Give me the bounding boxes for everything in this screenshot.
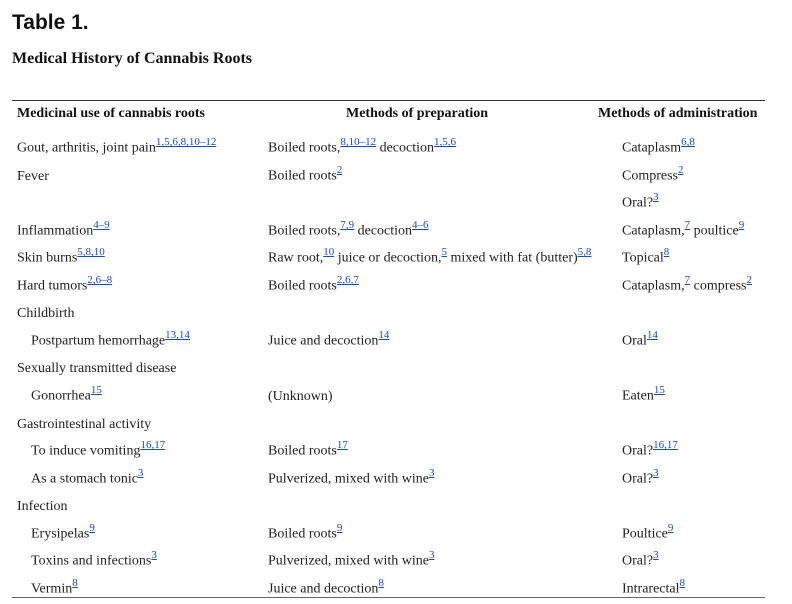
reference-link[interactable]: 1,5,6 — [434, 136, 457, 149]
use-cell — [12, 543, 262, 570]
cell-text: Intrarectal — [622, 582, 680, 597]
preparation-cell — [262, 267, 617, 295]
use-cell — [12, 570, 262, 598]
reference-link[interactable]: 2 — [678, 164, 684, 177]
cell-text: Topical — [622, 251, 664, 266]
preparation-cell — [262, 460, 617, 488]
cell-text: poultice — [690, 224, 739, 239]
table-row — [12, 350, 765, 377]
reference-link[interactable]: 8 — [679, 577, 686, 590]
reference-link[interactable]: 5,8,10 — [77, 246, 105, 259]
reference-link[interactable]: 3 — [151, 549, 157, 562]
preparation-cell — [262, 350, 617, 377]
use-cell — [12, 240, 262, 267]
reference-link[interactable]: 9 — [336, 522, 343, 535]
reference-link[interactable]: 3 — [653, 467, 659, 480]
cell-text: Oral? — [622, 554, 654, 569]
use-cell — [12, 488, 262, 515]
cell-text: Erysipelas — [31, 527, 90, 542]
use-cell — [12, 267, 262, 295]
use-cell — [12, 322, 262, 350]
cell-text: Boiled roots — [268, 279, 337, 294]
table-body — [12, 129, 765, 598]
use-cell — [12, 405, 262, 433]
reference-link[interactable]: 9 — [89, 522, 95, 535]
use-cell — [12, 350, 262, 377]
reference-link[interactable]: 16,17 — [653, 439, 678, 452]
cell-text: Poultice — [622, 527, 668, 542]
reference-link[interactable]: 4–9 — [93, 219, 110, 232]
cell-text: Boiled roots — [268, 169, 337, 184]
administration-cell — [617, 157, 765, 185]
preparation-cell — [262, 570, 617, 598]
cell-text: As a stomach tonic — [31, 472, 138, 487]
cell-text: Oral — [622, 334, 647, 349]
table-row — [12, 267, 765, 295]
table-row — [12, 405, 765, 433]
reference-link[interactable]: 2,6–8 — [87, 274, 113, 287]
preparation-cell — [262, 129, 617, 157]
header-administration: Methods of administration — [598, 106, 758, 121]
use-cell — [12, 377, 262, 405]
header-medicinal-use: Medicinal use of cannabis roots — [17, 106, 205, 121]
reference-link[interactable]: 14 — [378, 329, 390, 342]
cell-text: Fever — [17, 169, 49, 184]
cell-text: Raw root, — [268, 251, 324, 266]
cell-text: (Unknown) — [268, 389, 333, 404]
reference-link[interactable]: 8 — [72, 577, 78, 590]
reference-link[interactable]: 7 — [684, 274, 691, 287]
table-row — [12, 570, 765, 598]
reference-link[interactable]: 3 — [137, 467, 144, 480]
cell-text: Inflammation — [17, 224, 94, 239]
administration-cell — [617, 543, 765, 570]
table-caption: Medical History of Cannabis Roots — [12, 50, 252, 67]
cell-text: Cataplasm, — [622, 224, 685, 239]
use-cell — [12, 460, 262, 488]
preparation-cell — [262, 212, 617, 240]
administration-cell — [617, 460, 765, 488]
administration-cell — [617, 350, 765, 377]
use-cell — [12, 129, 262, 157]
reference-link[interactable]: 3 — [428, 467, 435, 480]
use-cell — [12, 515, 262, 543]
preparation-cell — [262, 157, 617, 185]
cell-text: Postpartum hemorrhage — [31, 334, 166, 349]
table-row — [12, 129, 765, 157]
table-row — [12, 212, 765, 240]
cell-text: decoction — [376, 141, 435, 156]
table-row — [12, 322, 765, 350]
table-row — [12, 240, 765, 267]
cell-text: Eaten — [622, 389, 654, 404]
cell-text: Cataplasm, — [622, 279, 685, 294]
cell-text: juice or decoction, — [334, 251, 442, 266]
table-row — [12, 515, 765, 543]
cell-text: Oral? — [622, 444, 654, 459]
reference-link[interactable]: 1,5,6,8,10–12 — [155, 136, 217, 149]
use-cell — [12, 433, 262, 460]
reference-link[interactable]: 8 — [378, 577, 384, 590]
reference-link[interactable]: 8,10–12 — [340, 136, 377, 149]
reference-link[interactable]: 10 — [323, 246, 335, 259]
preparation-cell — [262, 295, 617, 322]
use-cell — [12, 185, 262, 212]
cell-text: Juice and decoction — [268, 334, 379, 349]
table-row — [12, 295, 765, 322]
cell-text: Juice and decoction — [268, 582, 379, 597]
preparation-cell — [262, 240, 617, 267]
cell-text: mixed with fat (butter) — [447, 251, 578, 266]
use-cell — [12, 295, 262, 322]
cell-text: compress — [690, 279, 747, 294]
reference-link[interactable]: 3 — [428, 549, 435, 562]
preparation-cell — [262, 543, 617, 570]
table-label: Table 1. — [12, 11, 89, 34]
cell-text: Pulverized, mixed with wine — [268, 554, 429, 569]
administration-cell — [617, 129, 765, 157]
administration-cell — [617, 267, 765, 295]
administration-cell — [617, 488, 765, 515]
administration-cell — [617, 322, 765, 350]
cell-text: Oral? — [622, 196, 654, 211]
cell-text: Boiled roots — [268, 444, 337, 459]
cell-text: Vermin — [31, 582, 73, 597]
cell-text: Boiled roots — [268, 527, 337, 542]
reference-link[interactable]: 16,17 — [140, 439, 166, 452]
cell-text: Toxins and infections — [31, 554, 152, 569]
table-row — [12, 433, 765, 460]
cell-text: Boiled roots, — [268, 224, 341, 239]
reference-link[interactable]: 13,14 — [165, 329, 190, 342]
preparation-cell — [262, 433, 617, 460]
header-preparation: Methods of preparation — [346, 106, 489, 121]
cell-text: Compress — [622, 169, 678, 184]
administration-cell — [617, 433, 765, 460]
reference-link[interactable]: 15 — [653, 384, 665, 397]
administration-cell — [617, 185, 765, 212]
preparation-cell — [262, 322, 617, 350]
table-row — [12, 157, 765, 185]
cell-text: Gout, arthritis, joint pain — [17, 141, 156, 156]
reference-link[interactable]: 3 — [653, 549, 659, 562]
reference-link[interactable]: 6,8 — [681, 136, 695, 149]
cell-text: Infection — [17, 499, 68, 514]
table-bottom-rule — [12, 597, 765, 598]
administration-cell — [617, 405, 765, 433]
reference-link[interactable]: 7,9 — [340, 219, 355, 232]
reference-link[interactable]: 9 — [667, 522, 674, 535]
administration-cell — [617, 212, 765, 240]
administration-cell — [617, 295, 765, 322]
administration-cell — [617, 240, 765, 267]
table-row — [12, 460, 765, 488]
administration-cell — [617, 377, 765, 405]
reference-link[interactable]: 7 — [684, 219, 691, 232]
reference-link[interactable]: 17 — [336, 439, 348, 452]
cell-text: Sexually transmitted disease — [17, 361, 177, 376]
cell-text: Childbirth — [17, 306, 75, 321]
table-row — [12, 185, 765, 212]
use-cell — [12, 212, 262, 240]
reference-link[interactable]: 3 — [653, 191, 659, 204]
administration-cell — [617, 515, 765, 543]
preparation-cell — [262, 515, 617, 543]
table-top-rule — [12, 100, 765, 101]
data-table — [12, 129, 765, 598]
table-row — [12, 488, 765, 515]
reference-link[interactable]: 9 — [738, 219, 745, 232]
use-cell — [12, 157, 262, 185]
preparation-cell — [262, 405, 617, 433]
reference-link[interactable]: 15 — [90, 384, 102, 397]
preparation-cell — [262, 488, 617, 515]
reference-link[interactable]: 2 — [336, 164, 343, 177]
cell-text: decoction — [354, 224, 413, 239]
table-row — [12, 543, 765, 570]
reference-link[interactable]: 8 — [663, 246, 670, 259]
preparation-cell — [262, 377, 617, 405]
cell-text: Pulverized, mixed with wine — [268, 472, 429, 487]
cell-text: Hard tumors — [17, 279, 88, 294]
cell-text: To induce vomiting — [31, 444, 141, 459]
cell-text: Gonorrhea — [31, 389, 91, 404]
table-row — [12, 377, 765, 405]
administration-cell — [617, 570, 765, 598]
reference-link[interactable]: 5,8 — [577, 246, 592, 259]
reference-link[interactable]: 5 — [441, 246, 448, 259]
reference-link[interactable]: 4–6 — [412, 219, 429, 232]
cell-text: Skin burns — [17, 251, 78, 266]
reference-link[interactable]: 14 — [646, 329, 658, 342]
cell-text: Boiled roots, — [268, 141, 341, 156]
cell-text: Cataplasm — [622, 141, 682, 156]
reference-link[interactable]: 2 — [746, 274, 752, 287]
reference-link[interactable]: 2,6,7 — [336, 274, 359, 287]
cell-text: Gastrointestinal activity — [17, 417, 152, 432]
cell-text: Oral? — [622, 472, 654, 487]
preparation-cell — [262, 185, 617, 212]
